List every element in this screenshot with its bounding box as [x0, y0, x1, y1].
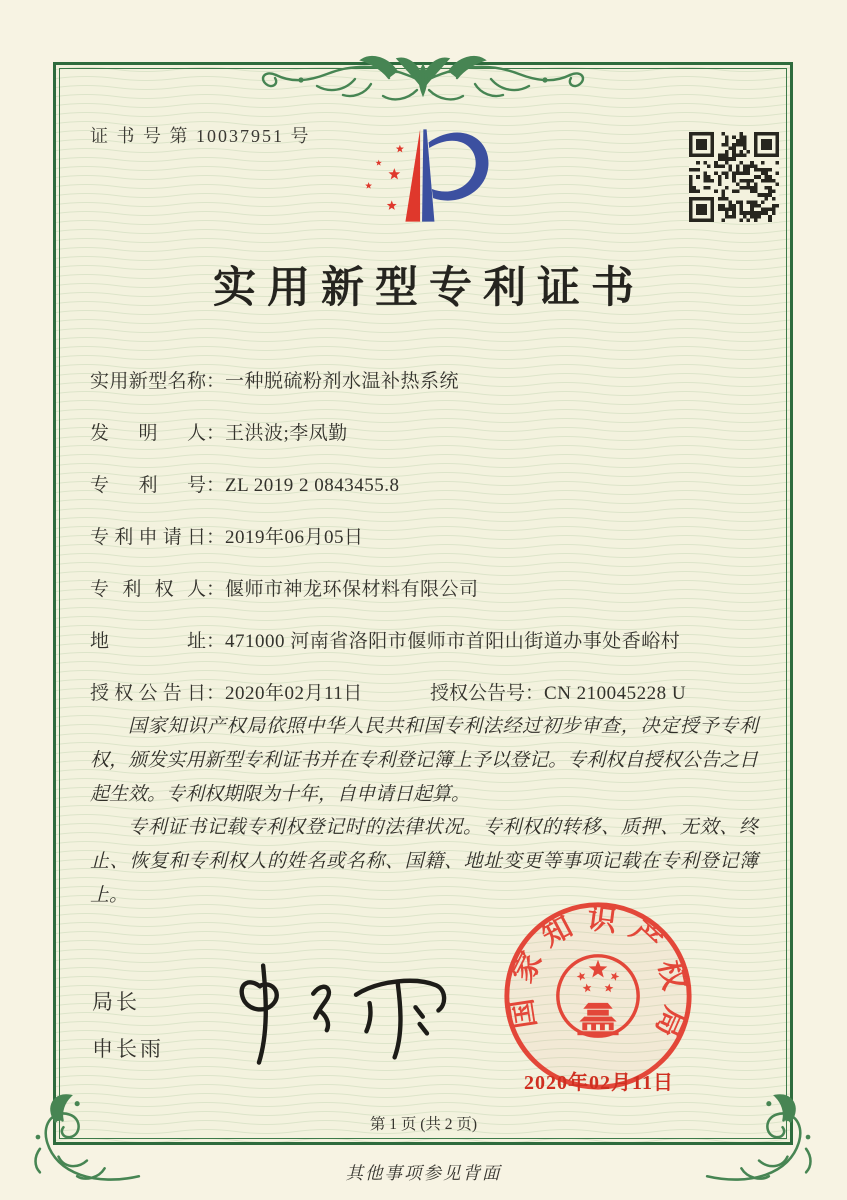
certificate-title: 实用新型专利证书	[213, 265, 645, 312]
field-filing-date: 专利申请日：2019年06月05日	[90, 522, 762, 574]
legal-text	[90, 710, 758, 913]
field-address: 地址：471000 河南省洛阳市偃师市首阳山街道办事处香峪村	[90, 626, 762, 678]
field-value: 2019年06月05日	[225, 527, 364, 548]
field-label: 授权公告日	[90, 683, 206, 704]
field-value: 一种脱硫粉剂水温补热系统	[225, 371, 460, 392]
top-flourish-ornament	[253, 44, 593, 118]
bottom-right-flourish	[702, 1090, 820, 1188]
field-label: 授权公告号	[430, 683, 526, 704]
field-value: CN 210045228 U	[544, 683, 687, 704]
field-value: 偃师市神龙环保材料有限公司	[225, 579, 479, 600]
field-label: 专利权人	[90, 579, 206, 600]
cnipa-logo	[336, 110, 512, 240]
bottom-left-flourish	[26, 1090, 144, 1188]
field-value: 471000 河南省洛阳市偃师市首阳山街道办事处香峪村	[225, 631, 681, 652]
field-label: 专利申请日	[90, 527, 206, 548]
field-value: 2020年02月11日	[225, 683, 363, 704]
patent-fields	[90, 366, 762, 730]
seal-text: 国家知识产权局	[504, 902, 692, 1053]
field-value: 王洪波;李凤勤	[225, 423, 348, 444]
legal-paragraph-2: 专利证书记载专利权登记时的法律状况。专利权的转移、质押、无效、终止、恢复和专利权人的姓名或名称、国籍、地址变更等事项记载在专利登记簿上。	[90, 817, 758, 907]
signer-title: 局长	[92, 990, 140, 1014]
signature	[212, 955, 452, 1070]
certificate-number: 证 书 号 第 10037951 号	[90, 126, 311, 146]
field-patent-number: 专利号：ZL 2019 2 0843455.8	[90, 470, 762, 522]
signer-block	[92, 986, 164, 1080]
field-grant-date-and-number: 授权公告日：2020年02月11日 授权公告号：CN 210045228 U	[90, 678, 762, 730]
official-seal	[500, 898, 696, 1094]
field-inventors: 发明人：王洪波;李凤勤	[90, 418, 762, 470]
field-grant-number: 授权公告号：CN 210045228 U	[430, 683, 687, 704]
back-side-note: 其他事项参见背面	[345, 1163, 502, 1183]
field-label: 地址	[90, 631, 206, 652]
field-utility-model-name: 实用新型名称：一种脱硫粉剂水温补热系统	[90, 366, 762, 418]
field-value: ZL 2019 2 0843455.8	[225, 475, 400, 496]
field-patentee: 专利权人：偃师市神龙环保材料有限公司	[90, 574, 762, 626]
field-label: 实用新型名称	[90, 371, 206, 392]
legal-paragraph-1: 国家知识产权局依照中华人民共和国专利法经过初步审查，决定授予专利权，颁发实用新型专利证书并在专利登记簿上予以登记。专利权自授权公告之日起生效。专利权期限为十年，自申请日起算。	[90, 716, 758, 805]
signer-name: 申长雨	[92, 1037, 164, 1061]
seal-date: 2020年02月11日	[524, 1072, 674, 1094]
qr-code	[689, 132, 779, 222]
page-number: 第 1 页 (共 2 页)	[369, 1116, 478, 1133]
field-label: 专利号	[90, 475, 206, 496]
field-label: 发明人	[90, 423, 206, 444]
